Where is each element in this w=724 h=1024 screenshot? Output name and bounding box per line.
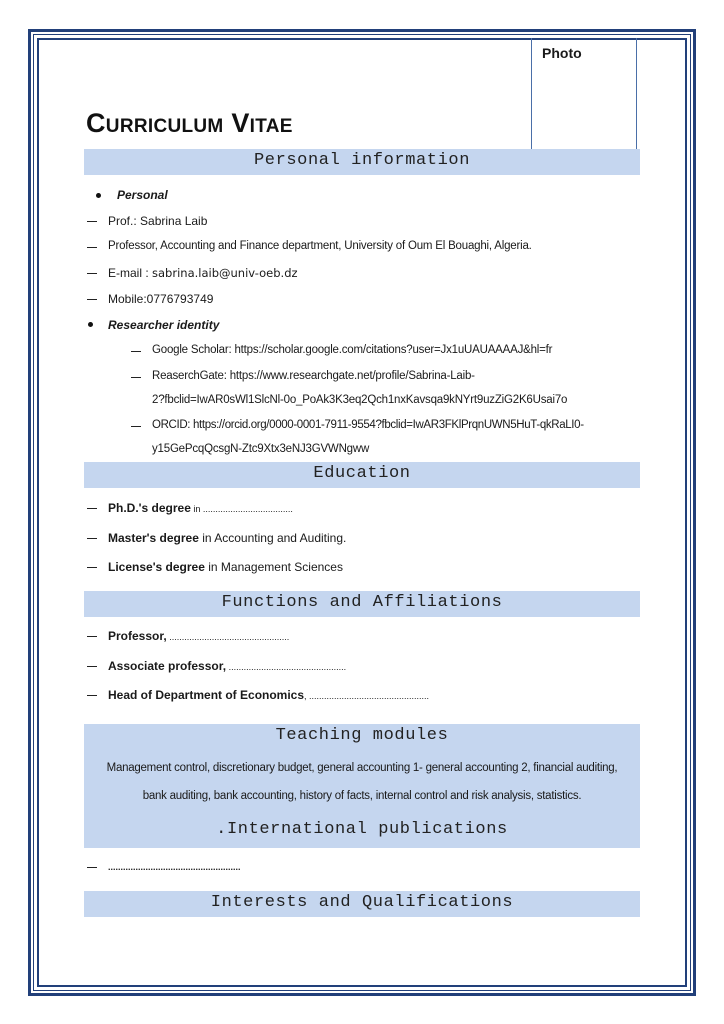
degree-detail: in .................................... xyxy=(190,504,293,514)
section-title: Teaching modules xyxy=(275,726,449,745)
dash-icon xyxy=(87,567,97,568)
dash-icon xyxy=(87,867,97,868)
section-education xyxy=(84,462,640,488)
photo-placeholder xyxy=(531,38,637,150)
email-line xyxy=(108,266,298,280)
bullet-icon xyxy=(96,193,101,198)
dash-icon xyxy=(87,221,97,222)
section-title: Functions and Affiliations xyxy=(221,593,503,612)
dash-icon xyxy=(131,377,141,378)
section-title: Personal information xyxy=(253,151,471,170)
section-personal-information xyxy=(84,149,640,175)
dash-icon xyxy=(87,538,97,539)
bullet-icon xyxy=(88,322,93,327)
function-title: Professor, xyxy=(108,629,167,643)
education-item xyxy=(108,531,346,545)
researchgate-link-line1[interactable]: ReaserchGate: https://www.researchgate.net/profile/Sabrina-Laib- xyxy=(152,370,475,382)
degree-name: License's degree xyxy=(108,560,205,574)
mobile-line: Mobile:0776793749 xyxy=(108,292,214,306)
orcid-link-line1[interactable]: ORCID: https://orcid.org/0000-0001-7911-9554?fbclid=IwAR3FKlPrqnUWN5HuT-qkRaLI0- xyxy=(152,419,584,431)
section-title-publications: .International publications xyxy=(216,820,508,839)
education-item xyxy=(108,560,343,574)
researchgate-link-line2[interactable]: 2?fbclid=IwAR0sWl1SlcNl-0o_PoAk3K3eq2Qch1nxKavsqa9kNYrt9uzZiG2K6Usai7o xyxy=(152,394,568,406)
dash-icon xyxy=(131,351,141,352)
section-teaching-modules xyxy=(84,724,640,848)
degree-detail: in Accounting and Auditing. xyxy=(198,531,347,545)
dash-icon xyxy=(87,695,97,696)
dash-icon xyxy=(87,273,97,274)
section-title: Education xyxy=(313,464,411,483)
dash-icon xyxy=(87,666,97,667)
function-title: Associate professor, xyxy=(108,659,227,673)
orcid-link-line2[interactable]: y15GePcqQcsgN-Ztc9Xtx3eNJ3GVWNgww xyxy=(152,443,370,455)
dash-icon xyxy=(87,247,97,248)
section-title: Interests and Qualifications xyxy=(210,893,514,912)
education-item xyxy=(108,501,293,515)
professor-name: Prof.: Sabrina Laib xyxy=(108,214,208,228)
page-title: Curriculum Vitae xyxy=(86,108,293,138)
function-item xyxy=(108,688,429,702)
function-item xyxy=(108,659,346,673)
publication-item: ..................................................... xyxy=(108,862,241,872)
dash-icon xyxy=(87,636,97,637)
function-detail: , ................................................ xyxy=(304,691,430,701)
degree-name: Ph.D.'s degree xyxy=(108,501,191,515)
section-functions-affiliations xyxy=(84,591,640,617)
personal-heading: Personal xyxy=(117,188,168,202)
function-title: Head of Department of Economics xyxy=(108,688,305,702)
photo-label: Photo xyxy=(542,45,582,61)
degree-detail: in Management Sciences xyxy=(204,560,343,574)
function-detail: ............................................... xyxy=(226,662,347,672)
function-detail: ................................................ xyxy=(166,632,290,642)
email-label: E-mail : xyxy=(108,266,153,280)
degree-name: Master's degree xyxy=(108,531,199,545)
dash-icon xyxy=(131,426,141,427)
section-interests-qualifications xyxy=(84,891,640,917)
dash-icon xyxy=(87,299,97,300)
researcher-heading: Researcher identity xyxy=(108,318,220,332)
function-item xyxy=(108,629,289,643)
teaching-modules-line1: Management control, discretionary budget, general accounting 1- general accounting 2, financial auditing, xyxy=(106,762,618,774)
position-line: Professor, Accounting and Finance department, University of Oum El Bouaghi, Algeria. xyxy=(108,240,532,252)
teaching-modules-line2: bank auditing, bank accounting, history of facts, internal control and risk analysis, statistics. xyxy=(142,790,582,802)
email-link[interactable]: sabrina.laib@univ-oeb.dz xyxy=(152,266,298,280)
dash-icon xyxy=(87,508,97,509)
google-scholar-link[interactable]: Google Scholar: https://scholar.google.com/citations?user=Jx1uUAUAAAAJ&hl=fr xyxy=(152,344,553,356)
